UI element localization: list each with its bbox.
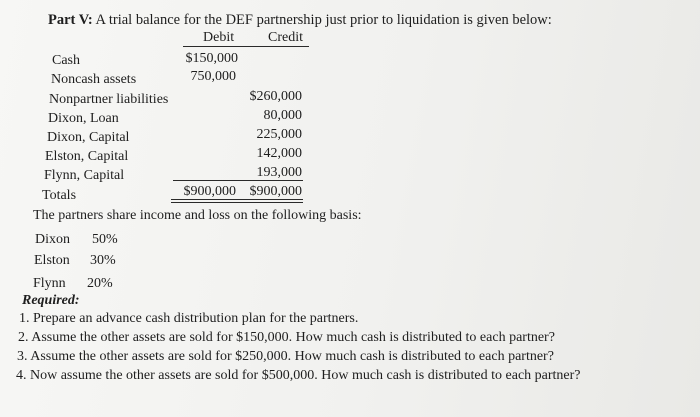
row-credit-nonpartner: $260,000 — [249, 89, 302, 104]
question-1: 1. Prepare an advance cash distribution plan for the partners. — [19, 311, 359, 326]
row-label-flynn-capital: Flynn, Capital — [44, 168, 125, 183]
row-label-cash: Cash — [52, 53, 80, 68]
row-label-dixon-capital: Dixon, Capital — [47, 130, 130, 145]
required-label: Required: — [22, 293, 80, 308]
row-credit-flynn-capital: 193,000 — [256, 165, 302, 180]
totals-credit: $900,000 — [249, 184, 302, 199]
row-credit-elston-capital: 142,000 — [256, 146, 302, 161]
share-pct-flynn: 20% — [87, 276, 113, 291]
header-underline — [183, 46, 309, 47]
row-debit-noncash: 750,000 — [190, 69, 236, 84]
question-3: 3. Assume the other assets are sold for $250,000. How much cash is distributed to each partner? — [17, 349, 554, 364]
credit-header: Credit — [268, 30, 303, 45]
totals-double-rule-2 — [171, 202, 303, 203]
row-label-noncash: Noncash assets — [51, 72, 137, 87]
row-label-elston-capital: Elston, Capital — [45, 149, 129, 164]
title-text: A trial balance for the DEF partnership just prior to liquidation is given below: — [92, 12, 552, 28]
row-credit-dixon-loan: 80,000 — [263, 108, 302, 123]
question-2: 2. Assume the other assets are sold for $150,000. How much cash is distributed to each partner? — [18, 330, 555, 345]
question-4: 4. Now assume the other assets are sold for $500,000. How much cash is distributed to each partner? — [16, 368, 581, 383]
problem-title — [48, 12, 552, 28]
share-name-dixon: Dixon — [35, 232, 70, 247]
part-label: Part V: — [48, 12, 93, 28]
row-label-dixon-loan: Dixon, Loan — [48, 111, 119, 126]
row-credit-dixon-capital: 225,000 — [256, 127, 302, 142]
totals-double-rule-1 — [171, 199, 303, 200]
share-name-flynn: Flynn — [33, 276, 66, 291]
debit-header: Debit — [203, 30, 235, 45]
share-pct-elston: 30% — [90, 253, 116, 268]
totals-label: Totals — [42, 188, 77, 203]
row-label-nonpartner: Nonpartner liabilities — [49, 92, 169, 107]
totals-debit: $900,000 — [183, 184, 236, 199]
row-debit-cash: $150,000 — [185, 51, 238, 66]
share-pct-dixon: 50% — [92, 232, 118, 247]
share-intro: The partners share income and loss on the following basis: — [33, 208, 362, 223]
totals-upper-rule — [173, 180, 303, 181]
share-name-elston: Elston — [34, 253, 70, 268]
